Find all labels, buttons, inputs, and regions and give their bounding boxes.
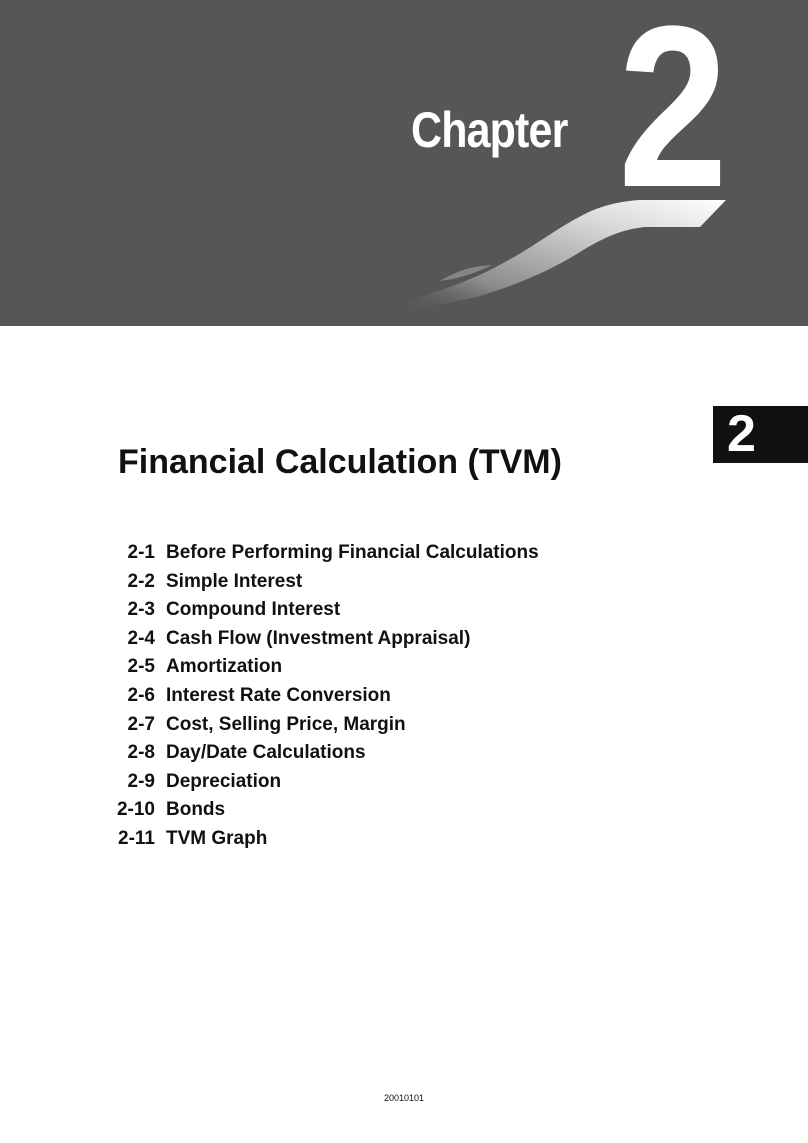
- toc-number: 2-8: [127, 742, 155, 764]
- toc-item: [100, 653, 539, 682]
- toc-label: TVM Graph: [166, 827, 268, 849]
- toc-label: Amortization: [166, 656, 283, 678]
- toc-item: [100, 596, 539, 625]
- toc-number: 2-1: [127, 542, 155, 563]
- toc-item: [100, 568, 539, 597]
- toc-item: [100, 711, 539, 740]
- page-title: Financial Calculation (TVM): [118, 443, 562, 481]
- chapter-tab-marker: 2: [713, 406, 808, 463]
- toc-number: 2-10: [116, 799, 155, 821]
- toc-label: Bonds: [166, 799, 226, 821]
- toc-item: [100, 796, 539, 825]
- toc-item: [100, 768, 539, 797]
- toc-number: 2-6: [127, 684, 155, 706]
- toc-item: [100, 739, 539, 768]
- toc-label: Simple Interest: [166, 570, 303, 592]
- toc-item: [100, 825, 539, 854]
- chapter-label: Chapter: [411, 102, 568, 158]
- toc-label: Compound Interest: [166, 599, 341, 621]
- toc-item: [100, 682, 539, 711]
- toc-label: Cash Flow (Investment Appraisal): [166, 627, 471, 649]
- toc-label: Depreciation: [166, 770, 282, 792]
- toc-number: 2-4: [127, 627, 155, 649]
- toc-number: 2-7: [127, 713, 155, 735]
- footer-code: 20010101: [383, 1093, 425, 1103]
- toc-number: 2-3: [127, 599, 155, 621]
- toc-item: [100, 539, 539, 568]
- toc-item: [100, 625, 539, 654]
- toc-number: 2-2: [127, 570, 155, 592]
- toc-label: Before Performing Financial Calculations: [166, 542, 539, 563]
- chapter-header-band: [0, 0, 808, 326]
- table-of-contents: [100, 539, 539, 854]
- toc-label: Day/Date Calculations: [166, 742, 366, 764]
- toc-number: 2-9: [127, 770, 155, 792]
- toc-label: Interest Rate Conversion: [166, 684, 391, 706]
- toc-number: 2-5: [127, 656, 155, 678]
- toc-number: 2-11: [118, 827, 155, 849]
- toc-label: Cost, Selling Price, Margin: [166, 713, 406, 735]
- chapter-number: 2: [618, 0, 729, 235]
